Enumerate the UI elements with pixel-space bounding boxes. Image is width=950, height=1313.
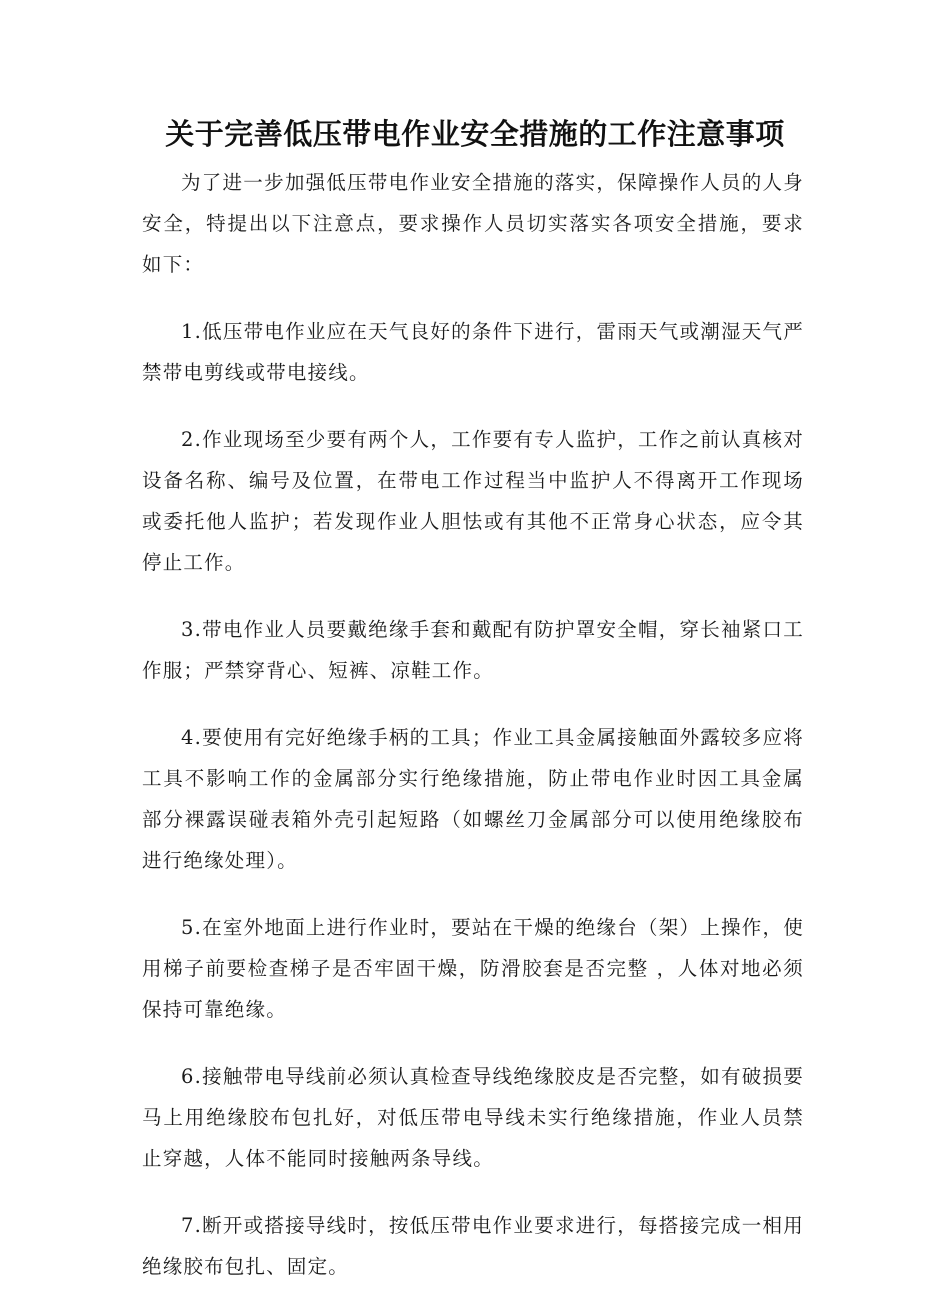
item-paragraph-4: 4.要使用有完好绝缘手柄的工具；作业工具金属接触面外露较多应将工具不影响工作的金属部分实行绝缘措施，防止带电作业时因工具金属部分裸露误碰表箱外壳引起短路（如螺丝刀金属部分可以使用绝缘胶布进行绝缘处理）。 — [142, 726, 804, 872]
item-paragraph-5: 5.在室外地面上进行作业时，要站在干燥的绝缘台（架）上操作，使用梯子前要检查梯子是否牢固干燥，防滑胶套是否完整 ，人体对地必须保持可靠绝缘。 — [142, 916, 804, 1021]
item-paragraph-2: 2.作业现场至少要有两个人，工作要有专人监护，工作之前认真核对设备名称、编号及位置，在带电工作过程当中监护人不得离开工作现场或委托他人监护；若发现作业人胆怯或有其他不正常身心状态，应令其停止工作。 — [142, 428, 804, 574]
item-paragraph-7: 7.断开或搭接导线时，按低压带电作业要求进行，每搭接完成一相用绝缘胶布包扎、固定。 — [142, 1214, 804, 1278]
intro-paragraph: 为了进一步加强低压带电作业安全措施的落实，保障操作人员的人身安全，特提出以下注意点，要求操作人员切实落实各项安全措施，要求如下： — [142, 171, 804, 276]
item-paragraph-1: 1.低压带电作业应在天气良好的条件下进行，雷雨天气或潮湿天气严禁带电剪线或带电接线。 — [142, 320, 804, 384]
item-paragraph-3: 3.带电作业人员要戴绝缘手套和戴配有防护罩安全帽，穿长袖紧口工作服；严禁穿背心、短裤、凉鞋工作。 — [142, 618, 804, 682]
item-paragraph-6: 6.接触带电导线前必须认真检查导线绝缘胶皮是否完整，如有破损要马上用绝缘胶布包扎好，对低压带电导线未实行绝缘措施，作业人员禁止穿越，人体不能同时接触两条导线。 — [142, 1065, 804, 1170]
document-title: 关于完善低压带电作业安全措施的工作注意事项 — [165, 117, 785, 151]
document-body — [142, 162, 804, 1313]
